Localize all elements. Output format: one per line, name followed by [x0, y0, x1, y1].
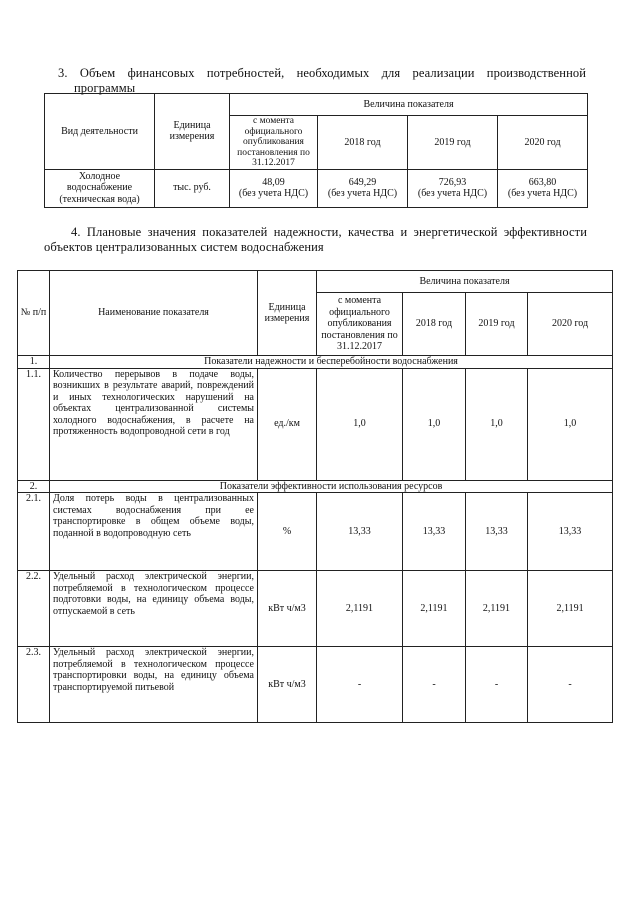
col-header-2019: 2019 год: [408, 116, 498, 170]
table-row: [18, 368, 613, 480]
row-2020: 1,0: [528, 368, 613, 480]
col-header-unit: Единица измерения: [155, 94, 230, 170]
row-2020: 13,33: [528, 493, 613, 571]
value-2018: 649,29: [348, 176, 377, 188]
cell-activity: Холодное водоснабжение (техническая вода): [45, 169, 155, 207]
col-header-group: Величина показателя: [230, 94, 588, 116]
value-2020: 663,80: [528, 176, 557, 188]
section-row: [18, 480, 613, 493]
row-since: 2,1191: [317, 571, 403, 647]
vat-note: (без учета НДС): [238, 188, 309, 199]
cell-2018: [318, 169, 408, 207]
cell-2020: [498, 169, 588, 207]
row-since: -: [317, 647, 403, 723]
value-since: 48,09: [262, 176, 285, 188]
table-row: [18, 571, 613, 647]
section-num: 2.: [18, 480, 50, 493]
cell-since: [230, 169, 318, 207]
col-header-unit: Единица измерения: [258, 271, 317, 356]
row-unit: кВт ч/м3: [258, 647, 317, 723]
col-header-name: Наименование показателя: [50, 271, 258, 356]
row-2019: 1,0: [466, 368, 528, 480]
row-name: Удельный расход электрической энергии, потребляемой в технологическом процессе подготовки воды, на единицу объема воды, отпускаемой в сеть: [50, 571, 258, 647]
section3-heading-line2: программы: [74, 81, 136, 95]
vat-note: (без учета НДС): [327, 188, 398, 199]
table-row: [18, 647, 613, 723]
col-header-2018: 2018 год: [318, 116, 408, 170]
col-header-group: Величина показателя: [317, 271, 613, 293]
row-unit: кВт ч/м3: [258, 571, 317, 647]
section-num: 1.: [18, 356, 50, 369]
vat-note: (без учета НДС): [417, 188, 488, 199]
table-row: [45, 169, 588, 207]
row-2018: 13,33: [403, 493, 466, 571]
row-name: Удельный расход электрической энергии, потребляемой в технологическом процессе транспортировки воды, на единицу объема транспортируемой питьевой: [50, 647, 258, 723]
col-header-num: № п/п: [18, 271, 50, 356]
financial-needs-table: [44, 93, 588, 208]
row-since: 1,0: [317, 368, 403, 480]
col-header-2019: 2019 год: [466, 293, 528, 356]
row-since: 13,33: [317, 493, 403, 571]
cell-2019: [408, 169, 498, 207]
col-header-2020: 2020 год: [528, 293, 613, 356]
indicators-table: [17, 270, 613, 723]
table-row: [18, 493, 613, 571]
row-2018: 1,0: [403, 368, 466, 480]
row-2018: 2,1191: [403, 571, 466, 647]
section-title: Показатели эффективности использования ресурсов: [50, 480, 613, 493]
col-header-2018: 2018 год: [403, 293, 466, 356]
value-2019: 726,93: [438, 176, 467, 188]
row-unit: %: [258, 493, 317, 571]
cell-unit: тыс. руб.: [155, 169, 230, 207]
row-2019: -: [466, 647, 528, 723]
section4-heading-line1: 4. Плановые значения показателей надежности, качества и энергетической эффективности: [71, 225, 587, 239]
section-title: Показатели надежности и бесперебойности водоснабжения: [50, 356, 613, 369]
row-name: Количество перерывов в подаче воды, возникших в результате аварий, повреждений и иных технологических нарушений на объектах централизованной системы холодного водоснабжения, в расчете на протяженность водопроводной сети в год: [50, 368, 258, 480]
section-row: [18, 356, 613, 369]
row-name: Доля потерь воды в централизованных системах водоснабжения при ее транспортировке в общем объеме воды, поданной в водопроводную сеть: [50, 493, 258, 571]
section4-heading: [44, 225, 587, 255]
row-2018: -: [403, 647, 466, 723]
row-2019: 2,1191: [466, 571, 528, 647]
section4-heading-line2: объектов централизованных систем водоснабжения: [44, 240, 324, 254]
col-header-since: с момента официального опубликования постановления по 31.12.2017: [317, 293, 403, 356]
row-2020: 2,1191: [528, 571, 613, 647]
row-num: 2.3.: [18, 647, 50, 723]
row-num: 2.1.: [18, 493, 50, 571]
section3-heading: [58, 66, 586, 96]
col-header-2020: 2020 год: [498, 116, 588, 170]
row-2019: 13,33: [466, 493, 528, 571]
row-num: 2.2.: [18, 571, 50, 647]
row-unit: ед./км: [258, 368, 317, 480]
row-2020: -: [528, 647, 613, 723]
vat-note: (без учета НДС): [507, 188, 578, 199]
col-header-activity: Вид деятельности: [45, 94, 155, 170]
col-header-since: с момента официального опубликования постановления по 31.12.2017: [230, 116, 318, 170]
row-num: 1.1.: [18, 368, 50, 480]
section3-heading-line1: 3. Объем финансовых потребностей, необходимых для реализации производственной: [58, 66, 586, 80]
